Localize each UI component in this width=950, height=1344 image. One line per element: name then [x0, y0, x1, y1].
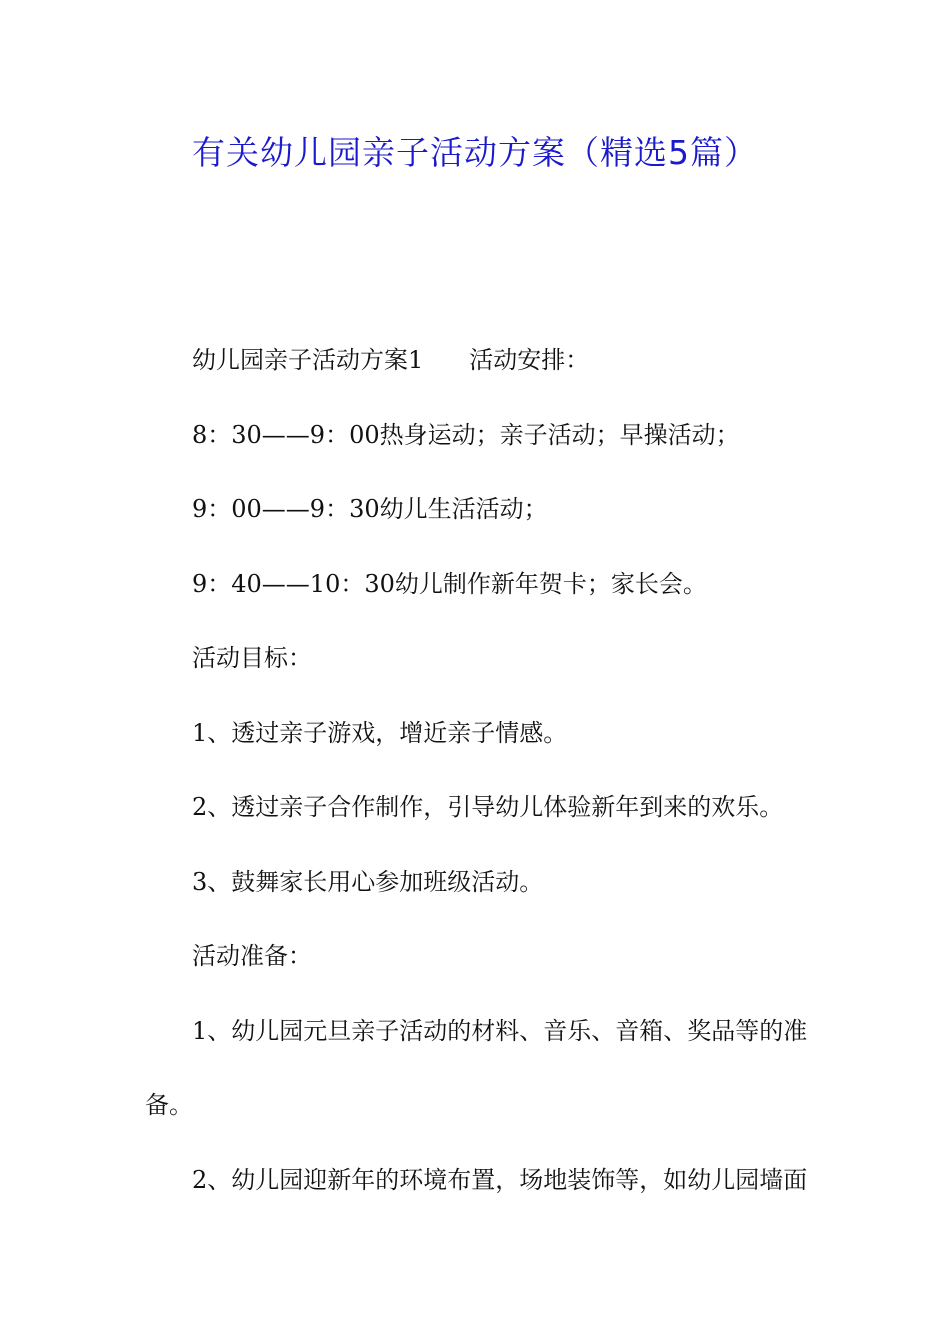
paragraph-schedule-heading — [145, 342, 857, 378]
paragraph-text: 活动安排： — [469, 346, 590, 374]
paragraph-goals-heading: 活动目标： — [192, 644, 312, 672]
paragraph-schedule-3: 9：40——10：30幼儿制作新年贺卡；家长会。 — [192, 570, 707, 598]
paragraph-prep-1-line2: 备。 — [145, 1091, 193, 1119]
document-title: 有关幼儿园亲子活动方案（精选5篇） — [192, 133, 758, 172]
paragraph-schedule-2: 9：00——9：30幼儿生活活动； — [192, 495, 548, 523]
section-heading: 幼儿园亲子活动方案1 — [192, 346, 424, 374]
paragraph-prep-1-line1: 1、幼儿园元旦亲子活动的材料、音乐、音箱、奖品等的准 — [192, 1017, 808, 1045]
paragraph-prep-2: 2、幼儿园迎新年的环境布置，场地装饰等，如幼儿园墙面 — [192, 1166, 808, 1194]
paragraph-prep-heading: 活动准备： — [192, 942, 312, 970]
paragraph-goal-3: 3、鼓舞家长用心参加班级活动。 — [192, 868, 544, 896]
paragraph-schedule-1: 8：30——9：00热身运动；亲子活动；早操活动； — [192, 421, 740, 449]
paragraph-goal-2: 2、透过亲子合作制作，引导幼儿体验新年到来的欢乐。 — [192, 793, 784, 821]
paragraph-goal-1: 1、透过亲子游戏，增近亲子情感。 — [192, 719, 568, 747]
